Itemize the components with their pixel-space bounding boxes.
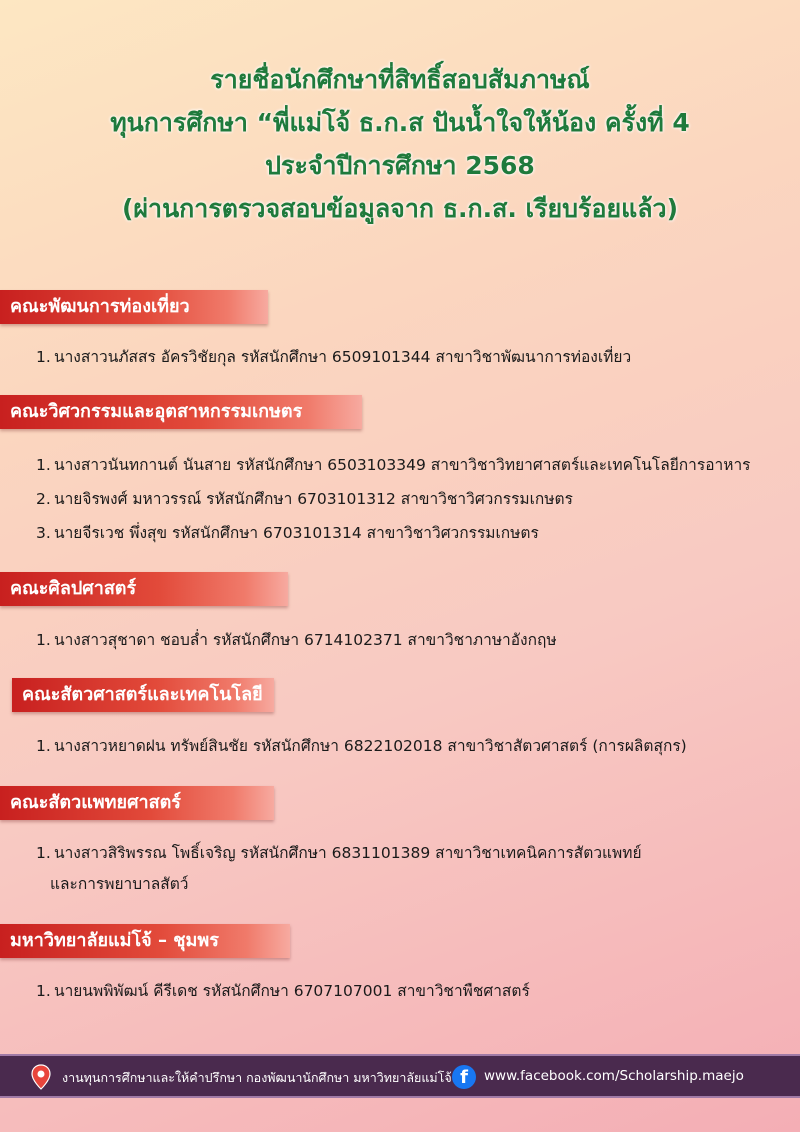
entry-text: นางสาวหยาดฝน ทรัพย์สินชัย รหัสนักศึกษา 6822102018 สาขาวิชาสัตวศาสตร์ (การผลิตสุกร) (54, 737, 687, 755)
entry-text: นายนพพิพัฒน์ คีรีเดช รหัสนักศึกษา 6707107001 สาขาวิชาพืชศาสตร์ (54, 982, 530, 1000)
section-header-engineering: คณะวิศวกรรมและอุตสาหกรรมเกษตร (0, 395, 362, 429)
entry-number: 1. (36, 348, 51, 366)
section-header-tourism: คณะพัฒนการท่องเที่ยว (0, 290, 268, 324)
footer-bar (0, 1054, 800, 1098)
entry-text: นางสาวนันทกานต์ นันสาย รหัสนักศึกษา 6503103349 สาขาวิชาวิทยาศาสตร์และเทคโนโลยีการอาหาร (54, 456, 751, 474)
entry-number: 1. (36, 844, 51, 862)
list-item (36, 522, 539, 544)
list-item (36, 629, 557, 651)
entry-text: นางสาวนภัสสร อัครวิชัยกุล รหัสนักศึกษา 6509101344 สาขาวิชาพัฒนาการท่องเที่ยว (54, 348, 632, 366)
document-title (0, 58, 800, 230)
title-line-1: รายชื่อนักศึกษาที่สิทธิ์สอบสัมภาษณ์ (210, 65, 590, 94)
entry-number: 2. (36, 490, 51, 508)
title-line-3: ประจำปีการศึกษา 2568 (265, 151, 535, 180)
facebook-icon[interactable]: f (452, 1065, 476, 1089)
list-item (36, 842, 642, 864)
location-pin-icon (30, 1064, 52, 1090)
list-item (36, 735, 687, 757)
entry-continuation: และการพยาบาลสัตว์ (50, 875, 189, 893)
section-header-animal-science: คณะสัตวศาสตร์และเทคโนโลยี (12, 678, 274, 712)
section-header-chumphon: มหาวิทยาลัยแม่โจ้ – ชุมพร (0, 924, 290, 958)
footer-office-text: งานทุนการศึกษาและให้คำปรึกษา กองพัฒนานักศึกษา มหาวิทยาลัยแม่โจ้ (62, 1070, 452, 1085)
facebook-link[interactable]: www.facebook.com/Scholarship.maejo (484, 1068, 744, 1084)
title-line-2: ทุนการศึกษา “พี่แม่โจ้ ธ.ก.ส ปันน้ำใจให้น้อง ครั้งที่ 4 (110, 108, 690, 137)
entry-text: นายจิรพงศ์ มหาวรรณ์ รหัสนักศึกษา 6703101312 สาขาวิชาวิศวกรรมเกษตร (54, 490, 573, 508)
section-header-liberal-arts: คณะศิลปศาสตร์ (0, 572, 288, 606)
entry-number: 1. (36, 737, 51, 755)
entry-number: 3. (36, 524, 51, 542)
entry-number: 1. (36, 631, 51, 649)
entry-text: นางสาวสิริพรรณ โพธิ์เจริญ รหัสนักศึกษา 6831101389 สาขาวิชาเทคนิคการสัตวแพทย์ (54, 844, 642, 862)
list-item (36, 980, 530, 1002)
entry-number: 1. (36, 456, 51, 474)
list-item (36, 488, 573, 510)
section-header-veterinary: คณะสัตวแพทยศาสตร์ (0, 786, 274, 820)
entry-text: นางสาวสุชาดา ชอบล่ำ รหัสนักศึกษา 6714102371 สาขาวิชาภาษาอังกฤษ (54, 631, 557, 649)
entry-text: นายจีรเวช พึ่งสุข รหัสนักศึกษา 6703101314 สาขาวิชาวิศวกรรมเกษตร (54, 524, 539, 542)
title-line-4: (ผ่านการตรวจสอบข้อมูลจาก ธ.ก.ส. เรียบร้อยแล้ว) (121, 194, 679, 223)
entry-number: 1. (36, 982, 51, 1000)
list-item (36, 346, 631, 368)
list-item (36, 454, 750, 476)
